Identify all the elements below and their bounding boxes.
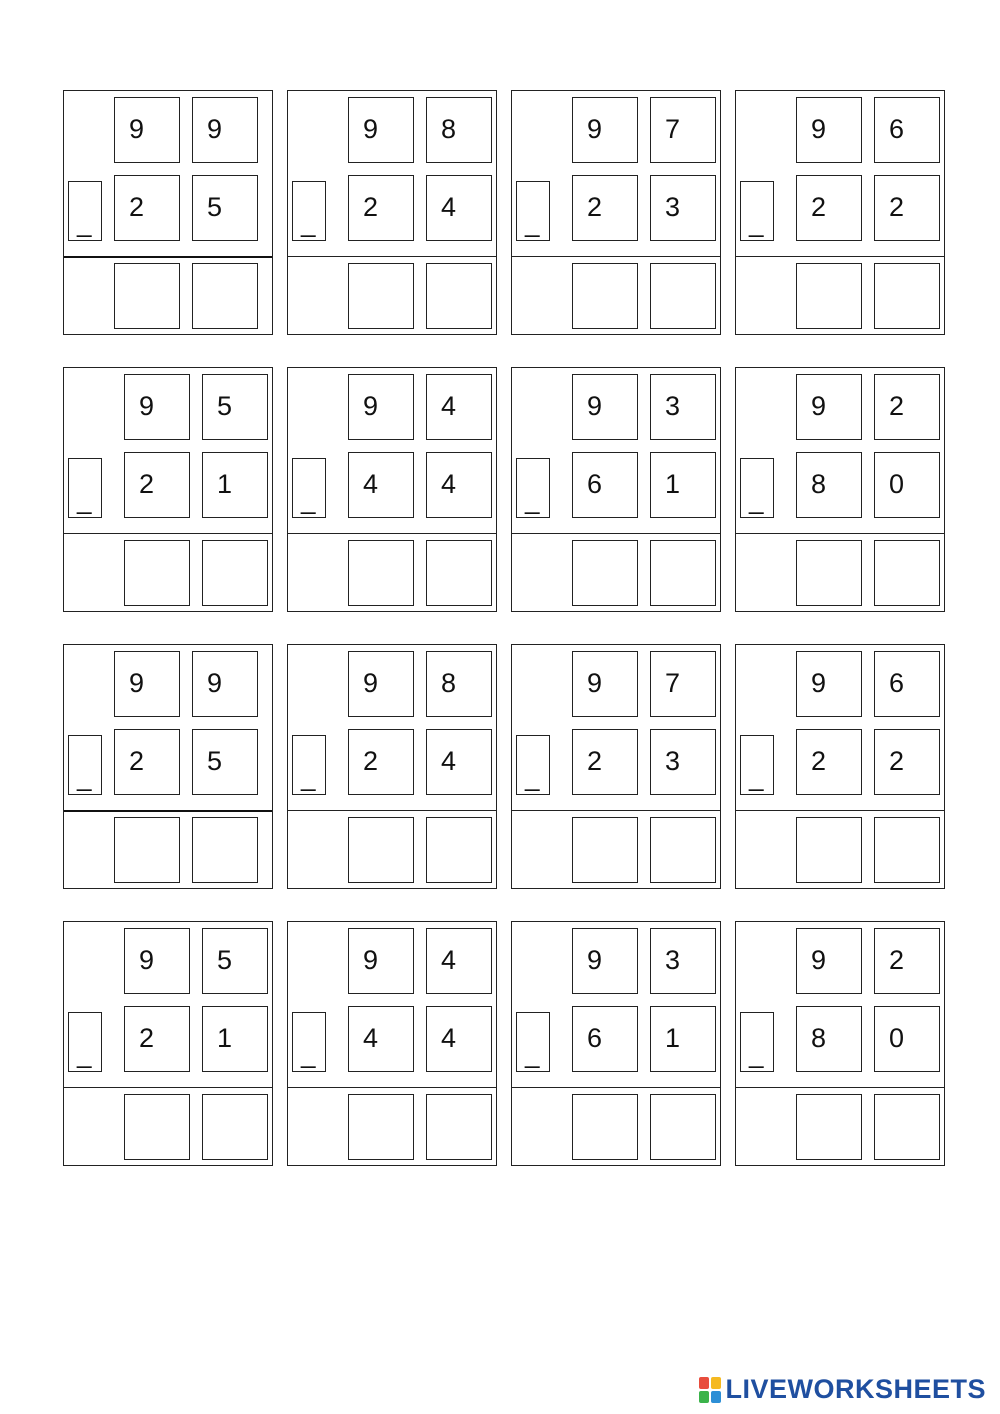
minuend-tens: 9: [348, 97, 414, 163]
logo-text: LIVEWORKSHEETS: [725, 1374, 986, 1404]
answer-ones-box[interactable]: [426, 817, 492, 883]
answer-ones-box[interactable]: [874, 263, 940, 329]
subtrahend-tens: 4: [348, 1006, 414, 1072]
answer-ones-box[interactable]: [650, 540, 716, 606]
subtrahend-ones: 0: [874, 452, 940, 518]
minuend-tens: 9: [796, 928, 862, 994]
answer-tens-box[interactable]: [572, 540, 638, 606]
subtraction-problem: [511, 367, 721, 612]
minus-sign: _: [516, 181, 550, 241]
minuend-tens: 9: [572, 651, 638, 717]
result-divider: [288, 256, 496, 257]
answer-ones-box[interactable]: [874, 540, 940, 606]
subtraction-problem: [511, 644, 721, 889]
subtrahend-ones: 1: [202, 1006, 268, 1072]
subtrahend-ones: 1: [650, 1006, 716, 1072]
subtraction-problem: [511, 90, 721, 335]
subtrahend-tens: 2: [114, 729, 180, 795]
minus-sign: _: [292, 458, 326, 518]
result-divider: [736, 810, 944, 811]
result-divider: [288, 810, 496, 811]
subtraction-problem: [511, 921, 721, 1166]
subtrahend-ones: 1: [202, 452, 268, 518]
answer-tens-box[interactable]: [348, 540, 414, 606]
subtraction-problem: [287, 921, 497, 1166]
subtrahend-tens: 2: [796, 175, 862, 241]
minuend-tens: 9: [348, 651, 414, 717]
answer-ones-box[interactable]: [650, 1094, 716, 1160]
subtraction-problem: [63, 367, 273, 612]
answer-tens-box[interactable]: [796, 817, 862, 883]
subtrahend-ones: 5: [192, 175, 258, 241]
result-divider: [512, 533, 720, 534]
subtrahend-ones: 4: [426, 1006, 492, 1072]
minus-sign: _: [292, 735, 326, 795]
subtraction-problem: [735, 644, 945, 889]
minus-sign: _: [68, 181, 102, 241]
result-divider: [64, 810, 272, 812]
result-divider: [736, 256, 944, 257]
subtrahend-ones: 5: [192, 729, 258, 795]
subtrahend-ones: 2: [874, 729, 940, 795]
answer-ones-box[interactable]: [192, 817, 258, 883]
subtraction-problem: [287, 644, 497, 889]
subtrahend-ones: 4: [426, 729, 492, 795]
subtraction-problem: [735, 367, 945, 612]
answer-tens-box[interactable]: [572, 1094, 638, 1160]
answer-tens-box[interactable]: [114, 263, 180, 329]
minuend-ones: 6: [874, 651, 940, 717]
minuend-ones: 4: [426, 928, 492, 994]
subtrahend-ones: 1: [650, 452, 716, 518]
minuend-ones: 5: [202, 374, 268, 440]
answer-ones-box[interactable]: [650, 817, 716, 883]
answer-tens-box[interactable]: [796, 263, 862, 329]
minus-sign: _: [68, 1012, 102, 1072]
subtrahend-tens: 2: [572, 729, 638, 795]
minuend-ones: 7: [650, 97, 716, 163]
subtrahend-ones: 2: [874, 175, 940, 241]
minuend-tens: 9: [114, 97, 180, 163]
minuend-ones: 2: [874, 928, 940, 994]
minuend-ones: 3: [650, 928, 716, 994]
subtraction-problem: [287, 367, 497, 612]
minus-sign: _: [68, 735, 102, 795]
subtrahend-tens: 2: [124, 452, 190, 518]
minus-sign: _: [740, 458, 774, 518]
minus-sign: _: [516, 1012, 550, 1072]
minus-sign: _: [516, 458, 550, 518]
result-divider: [512, 256, 720, 257]
result-divider: [288, 1087, 496, 1088]
result-divider: [736, 533, 944, 534]
logo-square-2: [711, 1377, 721, 1389]
answer-tens-box[interactable]: [348, 817, 414, 883]
minus-sign: _: [740, 735, 774, 795]
answer-tens-box[interactable]: [796, 1094, 862, 1160]
subtraction-problem: [735, 921, 945, 1166]
subtrahend-tens: 6: [572, 1006, 638, 1072]
subtrahend-tens: 2: [572, 175, 638, 241]
minus-sign: _: [740, 1012, 774, 1072]
minus-sign: _: [740, 181, 774, 241]
answer-ones-box[interactable]: [202, 540, 268, 606]
answer-tens-box[interactable]: [124, 1094, 190, 1160]
subtrahend-tens: 4: [348, 452, 414, 518]
subtraction-problem: [63, 644, 273, 889]
minuend-ones: 9: [192, 97, 258, 163]
minuend-tens: 9: [796, 374, 862, 440]
subtrahend-tens: 2: [348, 175, 414, 241]
minuend-tens: 9: [572, 374, 638, 440]
minuend-tens: 9: [124, 374, 190, 440]
minuend-tens: 9: [572, 97, 638, 163]
subtrahend-ones: 0: [874, 1006, 940, 1072]
minuend-ones: 8: [426, 97, 492, 163]
subtrahend-tens: 8: [796, 452, 862, 518]
minuend-tens: 9: [114, 651, 180, 717]
logo-square-1: [699, 1377, 709, 1389]
subtrahend-ones: 3: [650, 175, 716, 241]
subtrahend-ones: 3: [650, 729, 716, 795]
subtrahend-tens: 2: [796, 729, 862, 795]
result-divider: [736, 1087, 944, 1088]
answer-tens-box[interactable]: [572, 817, 638, 883]
subtrahend-tens: 8: [796, 1006, 862, 1072]
answer-tens-box[interactable]: [572, 263, 638, 329]
subtrahend-ones: 4: [426, 452, 492, 518]
subtraction-problem: [63, 90, 273, 335]
answer-tens-box[interactable]: [796, 540, 862, 606]
result-divider: [64, 1087, 272, 1088]
result-divider: [64, 533, 272, 534]
answer-ones-box[interactable]: [650, 263, 716, 329]
liveworksheets-logo: [699, 1374, 986, 1405]
result-divider: [288, 533, 496, 534]
logo-square-3: [699, 1391, 709, 1403]
minuend-tens: 9: [572, 928, 638, 994]
minuend-ones: 3: [650, 374, 716, 440]
result-divider: [64, 256, 272, 258]
minuend-ones: 5: [202, 928, 268, 994]
minuend-ones: 2: [874, 374, 940, 440]
answer-tens-box[interactable]: [114, 817, 180, 883]
worksheet-grid: [63, 90, 945, 1166]
minuend-tens: 9: [348, 928, 414, 994]
minuend-tens: 9: [124, 928, 190, 994]
answer-ones-box[interactable]: [426, 1094, 492, 1160]
minuend-tens: 9: [796, 97, 862, 163]
minuend-tens: 9: [796, 651, 862, 717]
minus-sign: _: [68, 458, 102, 518]
answer-ones-box[interactable]: [426, 540, 492, 606]
minuend-ones: 8: [426, 651, 492, 717]
answer-tens-box[interactable]: [348, 263, 414, 329]
minus-sign: _: [516, 735, 550, 795]
result-divider: [512, 810, 720, 811]
answer-ones-box[interactable]: [426, 263, 492, 329]
minuend-tens: 9: [348, 374, 414, 440]
subtraction-problem: [735, 90, 945, 335]
minuend-ones: 9: [192, 651, 258, 717]
answer-tens-box[interactable]: [124, 540, 190, 606]
answer-ones-box[interactable]: [192, 263, 258, 329]
answer-tens-box[interactable]: [348, 1094, 414, 1160]
answer-ones-box[interactable]: [874, 1094, 940, 1160]
subtrahend-tens: 2: [114, 175, 180, 241]
answer-ones-box[interactable]: [874, 817, 940, 883]
subtrahend-tens: 6: [572, 452, 638, 518]
answer-ones-box[interactable]: [202, 1094, 268, 1160]
minus-sign: _: [292, 181, 326, 241]
minus-sign: _: [292, 1012, 326, 1072]
subtrahend-tens: 2: [124, 1006, 190, 1072]
subtraction-problem: [63, 921, 273, 1166]
result-divider: [512, 1087, 720, 1088]
logo-mark-icon: [699, 1377, 721, 1403]
minuend-ones: 6: [874, 97, 940, 163]
subtrahend-ones: 4: [426, 175, 492, 241]
logo-square-4: [711, 1391, 721, 1403]
subtraction-problem: [287, 90, 497, 335]
minuend-ones: 7: [650, 651, 716, 717]
subtrahend-tens: 2: [348, 729, 414, 795]
minuend-ones: 4: [426, 374, 492, 440]
